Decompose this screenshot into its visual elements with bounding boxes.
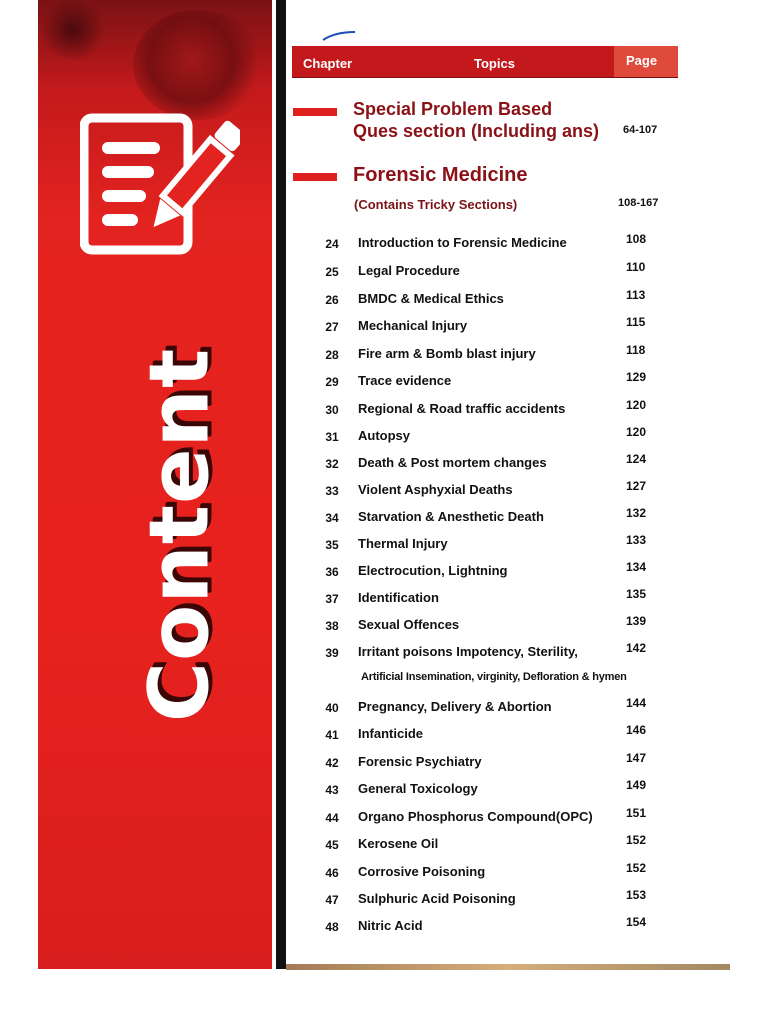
section-title: Ques section (Including ans) <box>353 121 600 141</box>
cover-title-text: Content <box>132 347 228 723</box>
chapter-topic: Starvation & Anesthetic Death <box>358 509 544 524</box>
chapter-number: 45 <box>325 838 339 852</box>
chapter-topic: Corrosive Poisoning <box>358 864 486 879</box>
chapter-page: 135 <box>626 587 647 601</box>
table-row <box>0 833 768 857</box>
chapter-number: 44 <box>325 811 339 825</box>
chapter-topic: Nitric Acid <box>358 918 423 933</box>
chapter-number: 28 <box>325 348 339 362</box>
chapter-number: 31 <box>325 430 339 444</box>
chapter-number: 37 <box>325 592 339 606</box>
chapter-topic: Death & Post mortem changes <box>358 455 547 470</box>
chapter-number: 25 <box>325 265 339 279</box>
chapter-topic: Mechanical Injury <box>358 318 468 333</box>
chapter-topic: Introduction to Forensic Medicine <box>358 235 567 250</box>
chapter-topic: Regional & Road traffic accidents <box>358 401 566 416</box>
chapter-number: 30 <box>325 403 339 417</box>
chapter-topic: Fire arm & Bomb blast injury <box>358 346 536 361</box>
table-row <box>0 641 768 665</box>
chapter-page: 152 <box>626 833 647 847</box>
chapter-page: 144 <box>626 696 647 710</box>
chapter-page: 110 <box>626 260 646 274</box>
virus-image <box>38 0 108 60</box>
table-row <box>0 370 768 394</box>
chapter-number: 38 <box>325 619 339 633</box>
chapter-number: 36 <box>325 565 339 579</box>
chapter-number: 42 <box>325 756 339 770</box>
chapter-topic: Forensic Psychiatry <box>358 754 482 769</box>
chapter-number: 26 <box>325 293 339 307</box>
table-row <box>0 452 768 476</box>
table-row <box>0 315 768 339</box>
chapter-topic: Sulphuric Acid Poisoning <box>358 891 516 906</box>
table-row <box>0 614 768 638</box>
chapter-page: 139 <box>626 614 647 628</box>
chapter-number: 35 <box>325 538 339 552</box>
chapter-number: 47 <box>325 893 339 907</box>
chapter-topic: Autopsy <box>358 428 410 443</box>
table-row <box>0 723 768 747</box>
chapter-page: 151 <box>626 806 647 820</box>
header-page-cell <box>614 46 678 77</box>
table-row <box>0 888 768 912</box>
chapter-topic: Identification <box>358 590 439 605</box>
chapter-topic: BMDC & Medical Ethics <box>358 291 504 306</box>
section-pages: 108-167 <box>618 197 659 209</box>
chapter-topic: Sexual Offences <box>358 617 460 632</box>
table-header <box>292 46 678 77</box>
chapter-page: 120 <box>626 398 647 412</box>
virus-image <box>133 10 263 120</box>
chapter-topic: Violent Asphyxial Deaths <box>358 482 513 497</box>
page-edge <box>286 964 730 970</box>
chapter-topic: Irritant poisons Impotency, Sterility, <box>358 644 578 659</box>
table-row <box>0 751 768 775</box>
chapter-page: 147 <box>626 751 647 765</box>
table-row <box>0 343 768 367</box>
chapter-topic: Pregnancy, Delivery & Abortion <box>358 699 552 714</box>
chapter-number: 40 <box>325 701 339 715</box>
table-row <box>0 479 768 503</box>
table-row <box>0 260 768 284</box>
table-row <box>0 560 768 584</box>
chapter-topic: Kerosene Oil <box>358 836 439 851</box>
chapter-number: 27 <box>325 320 339 334</box>
chapter-topic: Trace evidence <box>358 373 452 388</box>
header-topics: Topics <box>474 56 515 71</box>
chapter-page: 142 <box>626 641 647 655</box>
section-title: Forensic Medicine <box>353 164 528 186</box>
chapter-page: 115 <box>626 315 646 329</box>
section-subtitle: (Contains Tricky Sections) <box>354 197 518 212</box>
chapter-page: 118 <box>626 343 646 357</box>
header-page: Page <box>626 53 658 68</box>
chapter-page: 108 <box>626 232 647 246</box>
chapter-number: 32 <box>325 457 339 471</box>
chapter-page: 149 <box>626 778 647 792</box>
table-row <box>0 506 768 530</box>
table-row <box>0 696 768 720</box>
chapter-page: 113 <box>626 288 646 302</box>
table-row <box>0 806 768 830</box>
chapter-number: 48 <box>325 920 339 934</box>
chapter-number: 24 <box>325 237 339 251</box>
chapter-page: 129 <box>626 370 647 384</box>
section-marker <box>293 173 337 181</box>
table-row <box>0 533 768 557</box>
header-chapter: Chapter <box>303 56 353 71</box>
chapter-page: 133 <box>626 533 647 547</box>
chapter-page: 132 <box>626 506 647 520</box>
table-row <box>0 587 768 611</box>
chapter-page: 154 <box>626 915 647 929</box>
section-title: Special Problem Based <box>353 99 553 119</box>
section-pages: 64-107 <box>623 124 658 136</box>
chapter-number: 29 <box>325 375 339 389</box>
chapter-topic: Infanticide <box>358 726 424 741</box>
chapter-page: 153 <box>626 888 647 902</box>
chapter-page: 120 <box>626 425 647 439</box>
chapter-topic: Legal Procedure <box>358 263 460 278</box>
chapter-number: 41 <box>325 728 339 742</box>
table-row <box>0 425 768 449</box>
chapter-page: 146 <box>626 723 647 737</box>
chapter-page: 134 <box>626 560 647 574</box>
table-row <box>0 915 768 939</box>
table-row <box>0 398 768 422</box>
chapter-number: 46 <box>325 866 339 880</box>
chapter-topic: Electrocution, Lightning <box>358 563 508 578</box>
chapter-topic: General Toxicology <box>358 781 478 796</box>
chapter-number: 33 <box>325 484 339 498</box>
chapter-number: 34 <box>325 511 339 525</box>
chapter-topic: Organo Phosphorus Compound(OPC) <box>358 809 593 824</box>
pen-mark-icon <box>321 30 357 42</box>
chapter-page: 127 <box>626 479 647 493</box>
chapter-number: 43 <box>325 783 339 797</box>
table-row <box>0 288 768 312</box>
table-row <box>0 778 768 802</box>
chapter-note: Artificial Insemination, virginity, Defloration & hymen <box>361 671 627 683</box>
chapter-page: 152 <box>626 861 647 875</box>
chapter-number: 39 <box>325 646 339 660</box>
table-row <box>0 232 768 256</box>
chapter-page: 124 <box>626 452 647 466</box>
section-marker <box>293 108 337 116</box>
chapter-topic: Thermal Injury <box>358 536 448 551</box>
table-row <box>0 861 768 885</box>
